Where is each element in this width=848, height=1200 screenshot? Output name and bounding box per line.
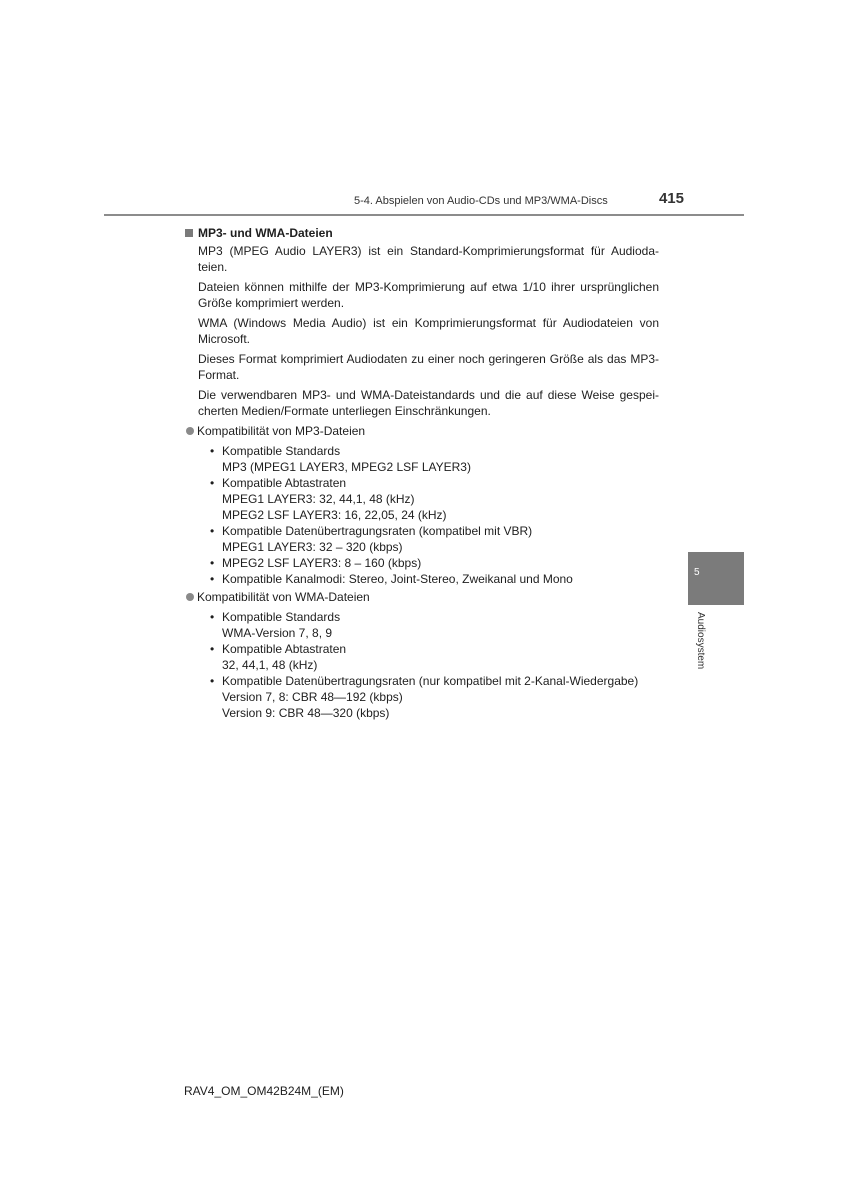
list-item <box>210 571 659 587</box>
chapter-tab-number: 5 <box>694 567 700 578</box>
chapter-section-title: 5-4. Abspielen von Audio-CDs und MP3/WMA-Discs <box>354 195 608 207</box>
wma-compatibility-heading <box>185 589 659 605</box>
page-number: 415 <box>658 190 684 207</box>
paragraph: Die verwendbaren MP3- und WMA-Dateistandards und die auf diese Weise gespei-cherten Medien/Formate unterliegen Einschränkungen. <box>198 388 659 418</box>
list-item-text: Kompatible Standards WMA-Version 7, 8, 9 <box>222 610 341 640</box>
list-item <box>210 555 659 571</box>
paragraph: Dateien können mithilfe der MP3-Komprimierung auf etwa 1/10 ihrer ursprünglichen Größe komprimiert werden. <box>198 280 659 310</box>
paragraph: Dieses Format komprimiert Audiodaten zu einer noch geringeren Größe als das MP3-Format. <box>198 352 659 382</box>
chapter-tab <box>688 552 744 605</box>
bullet-dot-icon: • <box>210 674 215 688</box>
bullet-dot-icon: • <box>210 556 215 570</box>
circle-bullet-icon <box>186 427 194 435</box>
header-divider <box>104 214 744 216</box>
mp3-compatibility-heading-text: Kompatibilität von MP3-Dateien <box>197 424 366 438</box>
list-item <box>210 641 659 673</box>
bullet-dot-icon: • <box>210 444 215 458</box>
mp3-compatibility-list <box>210 443 659 587</box>
section-heading <box>185 225 659 241</box>
list-item-text: MPEG2 LSF LAYER3: 8 – 160 (kbps) <box>222 556 422 570</box>
list-item-text: Kompatible Kanalmodi: Stereo, Joint-Stereo, Zweikanal und Mono <box>222 572 573 586</box>
bullet-dot-icon: • <box>210 524 215 538</box>
paragraph: MP3 (MPEG Audio LAYER3) ist ein Standard-Komprimierungsformat für Audioda-teien. <box>198 244 659 274</box>
list-item <box>210 443 659 475</box>
circle-bullet-icon <box>186 593 194 601</box>
section-heading-text: MP3- und WMA-Dateien <box>198 226 333 240</box>
bullet-dot-icon: • <box>210 610 215 624</box>
list-item-text: Kompatible Abtastraten MPEG1 LAYER3: 32, 44,1, 48 (kHz) MPEG2 LSF LAYER3: 16, 22,05, 24 (kHz) <box>222 476 447 522</box>
list-item <box>210 475 659 523</box>
list-item <box>210 673 659 721</box>
bullet-dot-icon: • <box>210 642 215 656</box>
paragraph: WMA (Windows Media Audio) ist ein Komprimierungsformat für Audiodateien von Microsoft. <box>198 316 659 346</box>
bullet-dot-icon: • <box>210 572 215 586</box>
footer-document-code: RAV4_OM_OM42B24M_(EM) <box>184 1084 344 1098</box>
list-item-text: Kompatible Standards MP3 (MPEG1 LAYER3, MPEG2 LSF LAYER3) <box>222 444 471 474</box>
chapter-tab-label: Audiosystem <box>695 612 706 670</box>
list-item-text: Kompatible Datenübertragungsraten (nur kompatibel mit 2-Kanal-Wiedergabe) Version 7, 8: CBR 48—192 (kbps) Version 9: CBR 48—320 (kbps) <box>222 674 639 720</box>
list-item <box>210 609 659 641</box>
page-content <box>185 225 659 721</box>
bullet-dot-icon: • <box>210 476 215 490</box>
list-item-text: Kompatible Abtastraten 32, 44,1, 48 (kHz) <box>222 642 347 672</box>
wma-compatibility-heading-text: Kompatibilität von WMA-Dateien <box>197 590 370 604</box>
list-item-text: Kompatible Datenübertragungsraten (kompatibel mit VBR) MPEG1 LAYER3: 32 – 320 (kbps) <box>222 524 533 554</box>
wma-compatibility-list <box>210 609 659 721</box>
mp3-compatibility-heading <box>185 423 659 439</box>
square-bullet-icon <box>185 229 193 237</box>
list-item <box>210 523 659 555</box>
